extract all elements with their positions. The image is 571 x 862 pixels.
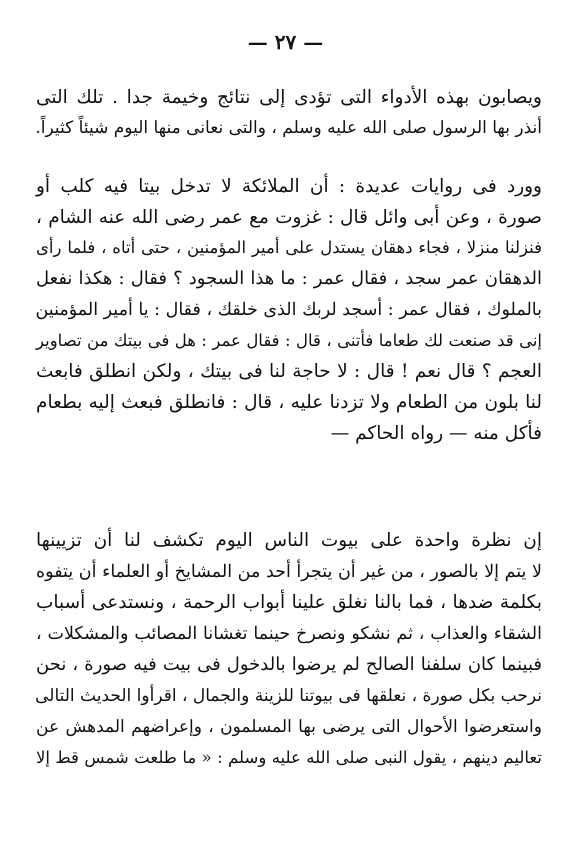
paragraph-3-line-1: إن نظرة واحدة على بيوت الناس اليوم تكشف لنا أن تزيينها [36,530,542,551]
paragraph-1-line-2: أنذر بها الرسول صلى الله عليه وسلم ، والتى نعانى منها اليوم شيئاً كثيراً. [35,118,542,138]
page-number: — ٢٧ — [247,30,324,54]
paragraph-2-line-6: إنى قد صنعت لك طعاما فأتنى ، قال : فقال عمر : هل فى بيتك من تصاوير [36,331,542,350]
paragraph-2-line-4: الدهقان عمر سجد ، فقال عمر : ما هذا السجود ؟ فقال : هكذا نفعل [36,268,542,289]
paragraph-2-line-5: بالملوك ، فقال عمر : أسجد لربك الذى خلقك ، فقال : يا أمير المؤمنين [35,300,542,320]
paragraph-2-line-7: العجم ؟ قال نعم ! قال : لا حاجة لنا فى بيتك ، ولكن انطلق فابعث [36,361,542,382]
paragraph-2-line-1: وورد فى روايات عديدة : أن الملائكة لا تدخل بيتا فيه كلب أو [36,176,542,197]
paragraph-2-line-2: صورة ، وعن أبى وائل قال : غزوت مع عمر رضى الله عنه الشام ، [36,207,542,228]
paragraph-2-line-8: لنا بلون من الطعام ولا تزدنا عليه ، قال : فانطلق فبعث إليه بطعام [36,392,542,413]
paragraph-3-line-4: الشقاء والعذاب ، ثم نشكو ونصرخ حينما تغشانا المصائب والمشكلات ، [36,624,542,644]
paragraph-2-line-9: فأكل منه — رواه الحاكم — [330,423,542,444]
paragraph-3-line-7: واستعرضوا الأحوال التى يرضى بها المسلمون ، وإعراضهم المدهش عن [36,717,542,737]
paragraph-3-line-5: فبينما كان سلفنا الصالح لم يرضوا بالدخول فى بيت فيه صورة ، نحن [36,654,542,675]
paragraph-1-line-1: ويصابون بهذه الأدواء التى تؤدى إلى نتائج وخيمة جدا . تلك التى [36,87,542,108]
paragraph-3-line-6: نرحب بكل صورة ، نعلقها فى بيوتنا للزينة والجمال ، اقرأوا الحديث التالى [35,686,542,706]
paragraph-3-line-2: لا يتم إلا بالصور ، من غير أن يتجرأ أحد من المشايخ أو العلماء أن يتفوه [36,562,542,582]
paragraph-3-line-8: تعاليم دينهم ، يقول النبى صلى الله عليه وسلم : « ما طلعت شمس قط إلا [36,748,542,767]
paragraph-3-line-3: بكلمة ضدها ، فما بالنا نغلق علينا أبواب الرحمة ، ونستدعى أسباب [36,592,542,613]
paragraph-2-line-3: فنزلنا منزلا ، فجاء دهقان يستدل على أمير المؤمنين ، حتى أتاه ، فلما رأى [36,238,542,257]
